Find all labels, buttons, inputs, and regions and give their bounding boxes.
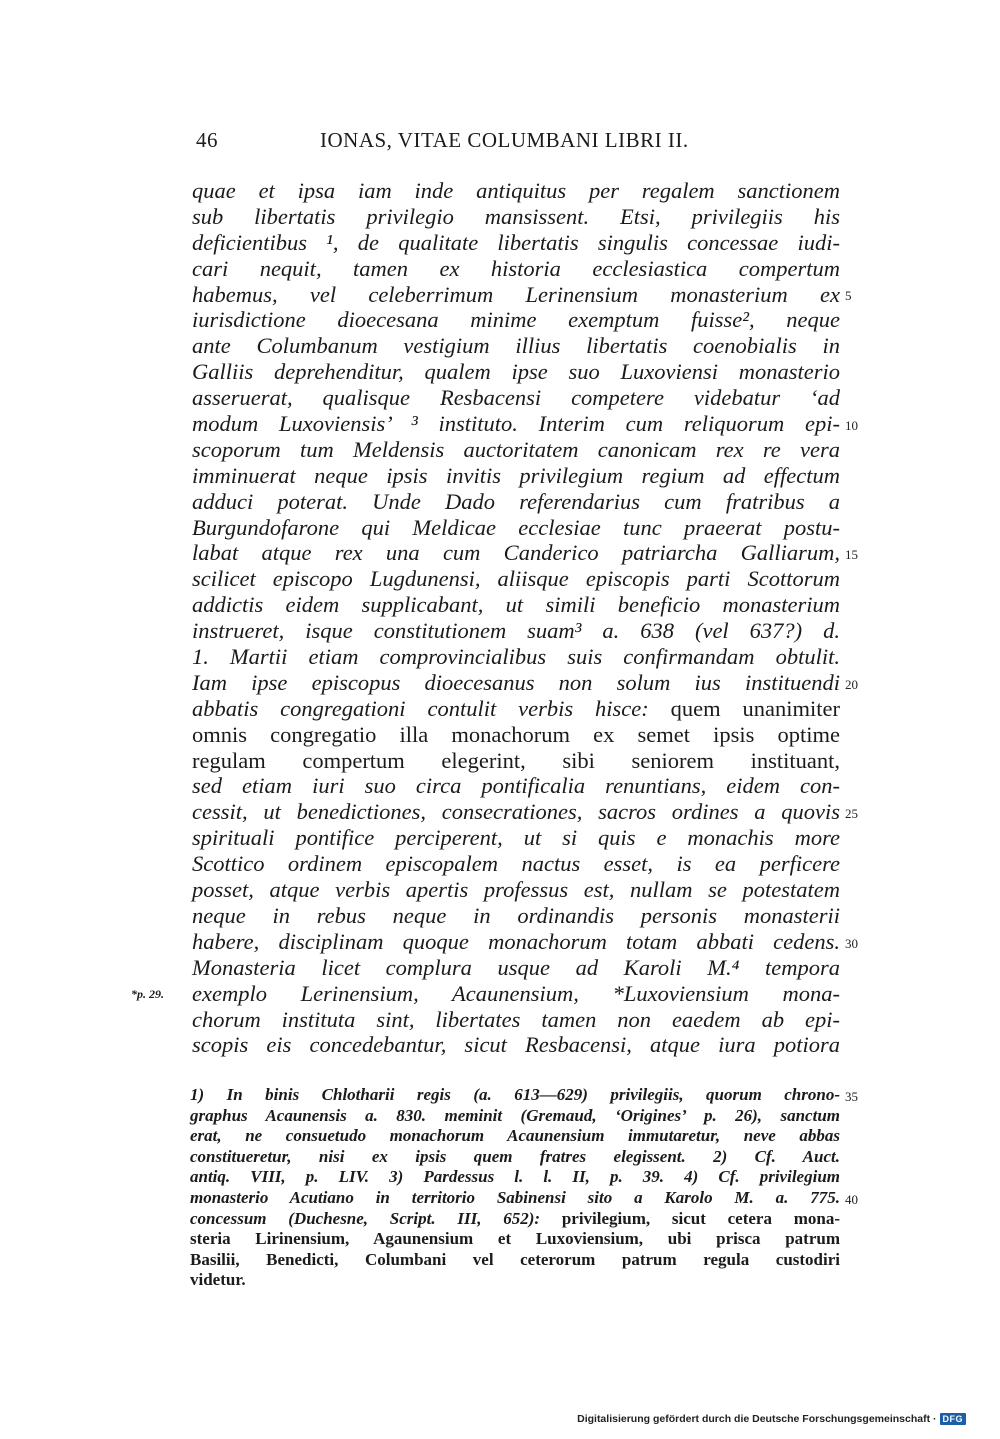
text-line-upright [192,722,840,748]
text-segment-italic: abbatis congregationi contulit verbis hisce: [192,695,649,721]
text-line: instrueret, isque constitutionem suam³ a. 638 (vel 637?) d. [192,618,840,644]
footnote-line: graphus Acaunensis a. 830. meminit (Gremaud, ‘Origines’ p. 26), sanctum [190,1105,840,1125]
text-line: neque in rebus neque in ordinandis personis monasterii [192,902,840,928]
text-line: modum Luxoviensis’ ³ instituto. Interim cum reliquorum epi- [192,411,840,437]
credit-text: Digitalisierung gefördert durch die Deutsche Forschungsgemeinschaft · [577,1413,937,1425]
footnote-line: 1) In binis Chlotharii regis (a. 613—629) privilegiis, quorum chrono- [190,1085,840,1104]
footnote-segment-upright: videtur. [190,1270,246,1290]
footnotes [190,1085,840,1291]
running-header [196,128,836,158]
footnote-line: constitueretur, nisi ex ipsis quem fratres elegissent. 2) Cf. Auct. [190,1146,840,1166]
text-line: Galliis deprehenditur, qualem ipse suo Luxoviensi monasterio [192,359,840,385]
text-line: labat atque rex una cum Canderico patriarcha Galliarum, [192,540,840,566]
digitization-credit [577,1413,966,1425]
line-number: 30 [845,936,858,951]
line-number: 20 [845,677,858,692]
line-number: 5 [845,288,852,303]
text-line: iurisdictione dioecesana minime exemptum fuisse², neque [192,307,840,333]
text-line: addictis eidem supplicabant, ut simili beneficio monasterium [192,592,840,618]
footnote-line-mixed [190,1209,840,1230]
text-line: imminuerat neque ipsis invitis privilegium regium ad effectum [192,462,840,488]
main-text [192,178,840,1058]
line-number: 15 [845,547,858,562]
footnote-line-upright [190,1250,840,1271]
page-number: 46 [196,128,218,152]
text-line: deficientibus ¹, de qualitate libertatis singulis concessae iudi- [192,229,840,255]
footnote-line: monasterio Acutiano in territorio Sabinensi sito a Karolo M. a. 775. [190,1187,840,1207]
text-line: chorum instituta sint, libertates tamen non eaedem ab epi- [192,1006,840,1032]
text-line-mixed [192,696,840,722]
line-number: 25 [845,806,858,821]
text-line: spirituali pontifice perciperent, ut si quis e monachis more [192,825,840,851]
text-line: scilicet episcopo Lugdunensi, aliisque episcopis parti Scottorum [192,566,840,592]
text-line: Scottico ordinem episcopalem nactus esset, is ea perficere [192,851,840,877]
dfg-logo: DFG [940,1413,967,1425]
text-segment-upright: omnis congregatio illa monachorum ex semet ipsis optime [192,721,840,747]
footnote-line-number: 40 [845,1192,858,1207]
footnote-segment-upright: steria Lirinensium, Agaunensium et Luxoviensium, ubi prisca patrum [190,1229,840,1249]
footnote-segment-upright: Basilii, Benedicti, Columbani vel ceterorum patrum regula custodiri [190,1249,840,1269]
footnote-segment-upright: privilegium, sicut cetera mona- [561,1208,840,1228]
text-line: sed etiam iuri suo circa pontificalia renuntians, eidem con- [192,773,840,799]
margin-page-reference: *p. 29. [131,987,164,1001]
text-line: cari nequit, tamen ex historia ecclesiastica compertum [192,255,840,281]
footnote-line-upright [190,1229,840,1250]
footnote-segment-italic: concessum (Duchesne, Script. III, 652): [190,1208,541,1228]
text-segment-upright: regulam compertum elegerint, sibi seniorem instituant, [192,747,840,773]
line-number: 10 [845,418,858,433]
text-line: adduci poterat. Unde Dado referendarius cum fratribus a [192,488,840,514]
text-line: cessit, ut benedictiones, consecrationes, sacros ordines a quovis [192,799,840,825]
text-line: asseruerat, qualisque Resbacensi competere videbatur ‘ad [192,385,840,411]
text-line: scopis eis concedebantur, sicut Resbacensi, atque iura potiora [192,1032,840,1058]
running-title: IONAS, VITAE COLUMBANI LIBRI II. [320,128,689,152]
text-line: habere, disciplinam quoque monachorum totam abbati cedens. [192,928,840,954]
footnote-line: antiq. VIII, p. LIV. 3) Pardessus l. l. II, p. 39. 4) Cf. privilegium [190,1167,840,1187]
text-line: posset, atque verbis apertis professus est, nullam se potestatem [192,877,840,903]
text-line: 1. Martii etiam comprovincialibus suis confirmandam obtulit. [192,644,840,670]
text-line: exemplo Lerinensium, Acaunensium, *Luxoviensium mona- [192,980,840,1006]
text-line: habemus, vel celeberrimum Lerinensium monasterium ex [192,281,840,307]
text-line: Iam ipse episcopus dioecesanus non solum ius instituendi [192,669,840,695]
footnote-line-number: 35 [845,1089,858,1104]
text-line: quae et ipsa iam inde antiquitus per regalem sanctionem [192,178,840,203]
text-segment-upright: quem unanimiter [670,695,841,721]
footnote-line-upright [190,1270,840,1291]
text-line: sub libertatis privilegio mansissent. Etsi, privilegiis his [192,203,840,229]
text-line: scoporum tum Meldensis auctoritatem canonicam rex re vera [192,436,840,462]
text-line: Monasteria licet complura usque ad Karoli M.⁴ tempora [192,954,840,980]
footnote-line: erat, ne consuetudo monachorum Acaunensium immutaretur, neve abbas [190,1126,840,1146]
text-line-upright [192,748,840,774]
text-line: ante Columbanum vestigium illius libertatis coenobialis in [192,333,840,359]
text-line: Burgundofarone qui Meldicae ecclesiae tunc praeerat postu- [192,514,840,540]
